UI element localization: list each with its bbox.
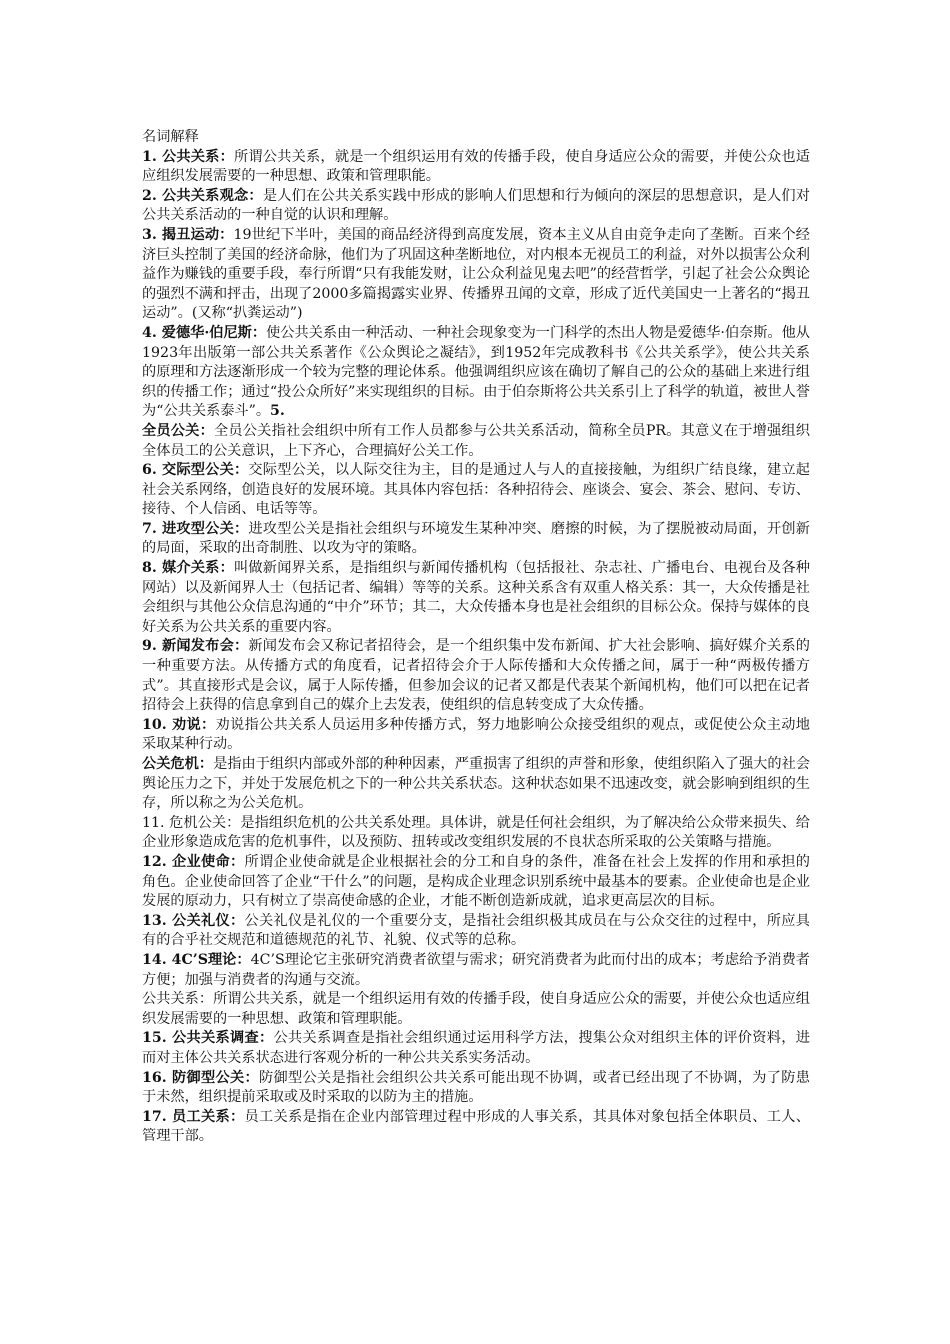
definition-entry bbox=[142, 637, 810, 715]
definition-entry bbox=[142, 1069, 810, 1108]
definition-term: 16. 防御型公关： bbox=[142, 1069, 259, 1086]
definition-term: 7. 进攻型公关： bbox=[142, 520, 249, 537]
definition-text: 所谓公共关系，就是一个组织运用有效的传播手段，使自身适应公众的需要，并使公众也适应组织发展需要的一种思想、政策和管理职能。 bbox=[142, 148, 810, 185]
definition-entry bbox=[142, 755, 810, 814]
definition-entry bbox=[142, 990, 810, 1029]
definition-term: 10. 劝说： bbox=[142, 716, 216, 733]
definition-term: 3. 揭丑运动： bbox=[142, 226, 234, 243]
definition-text: 是指由于组织内部或外部的种种因素，严重损害了组织的声誉和形象，使组织陷入了强大的社会舆论压力之下，并处于发展危机之下的一种公共关系状态。这种状态如果不迅速改变，就会影响到组织的生存，所以称之为公关危机。 bbox=[142, 756, 810, 812]
definition-entry bbox=[142, 559, 810, 637]
definition-entry bbox=[142, 187, 810, 226]
definition-term: 8. 媒介关系： bbox=[142, 560, 234, 577]
definition-text: 是人们在公共关系实践中形成的影响人们思想和行为倾向的深层的思想意识，是人们对公共关系活动的一种自觉的认识和理解。 bbox=[142, 187, 810, 224]
definition-text: 叫做新闻界关系，是指组织与新闻传播机构（包括报社、杂志社、广播电台、电视台及各种网站）以及新闻界人士（包括记者、编辑）等等的关系。这种关系含有双重人格关系：其一，大众传播是社会组织与其他公众信息沟通的“中介”环节；其二，大众传播本身也是社会组织的目标公众。保持与媒体的良好关系为公共关系的重要内容。 bbox=[142, 560, 810, 635]
definition-list bbox=[142, 148, 810, 1147]
definition-text: 公关礼仪是礼仪的一个重要分支，是指社会组织极其成员在与公众交往的过程中，所应具有的合乎社交规范和道德规范的礼节、礼貌、仪式等的总称。 bbox=[142, 912, 810, 949]
definition-term: 13. 公关礼仪： bbox=[142, 912, 245, 929]
definition-text: 劝说指公共关系人员运用多种传播方式，努力地影响公众接受组织的观点，或促使公众主动地采取某种行动。 bbox=[142, 716, 810, 753]
definition-text: 员工关系是指在企业内部管理过程中形成的人事关系，其具体对象包括全体职员、工人、管理干部。 bbox=[142, 1108, 810, 1145]
definition-text: 4C’S理论它主张研究消费者欲望与需求；研究消费者为此而付出的成本；考虑给予消费者方便；加强与消费者的沟通与交流。 bbox=[142, 951, 810, 988]
definition-text: 全员公关指社会组织中所有工作人员都参与公共关系活动，简称全员PR。其意义在于增强组织全体员工的公关意识，上下齐心，合理搞好公关工作。 bbox=[142, 422, 810, 459]
definition-term: 2. 公共关系观念： bbox=[142, 187, 263, 204]
definition-text: 新闻发布会又称记者招待会，是一个组织集中发布新闻、扩大社会影响、搞好媒介关系的一种重要方法。从传播方式的角度看，记者招待会介于人际传播和大众传播之间，属于一种“两极传播方式”。其直接形式是会议，属于人际传播，但参加会议的记者又都是代表某个新闻机构，他们可以把在记者招待会上获得的信息拿到自己的媒介上去发表，使组织的信息转变成了大众传播。 bbox=[142, 638, 810, 714]
definition-term: 17. 员工关系： bbox=[142, 1108, 245, 1125]
definition-text: 使公共关系由一种活动、一种社会现象变为一门科学的杰出人物是爱德华·伯奈斯。他从1923年出版第一部公共关系著作《公众舆论之凝结》，到1952年完成教科书《公共关系学》，使公共关系的原理和方法逐渐形成一个较为完整的理论体系。他强调组织应该在确切了解自己的公众的基础上来进行组织的传播工作；通过“投公众所好”来实现组织的目标。由于伯奈斯将公共关系引上了科学的轨道，被世人誉为“公共关系泰斗”。 bbox=[142, 324, 810, 420]
definition-term: 全员公关： bbox=[142, 422, 214, 439]
definition-entry bbox=[142, 324, 810, 422]
definition-term: 4. 爱德华·伯尼斯： bbox=[142, 324, 267, 341]
definition-entry bbox=[142, 1108, 810, 1147]
definition-entry bbox=[142, 461, 810, 520]
definition-term: 6. 交际型公关： bbox=[142, 462, 249, 479]
definition-term: 9. 新闻发布会： bbox=[142, 638, 249, 655]
definition-text: 11. 危机公关：是指组织危机的公共关系处理。具体讲，就是任何社会组织，为了解决给公众带来损失、给企业形象造成危害的危机事件，以及预防、扭转或改变组织发展的不良状态所采取的公关策略与措施。 bbox=[142, 814, 810, 851]
definition-entry bbox=[142, 814, 810, 853]
definition-entry bbox=[142, 912, 810, 951]
definition-term: 12. 企业使命： bbox=[142, 853, 245, 870]
definition-text: 公共关系调查是指社会组织通过运用科学方法，搜集公众对组织主体的评价资料，进而对主体公共关系状态进行客观分析的一种公共关系实务活动。 bbox=[142, 1030, 810, 1066]
document-page bbox=[142, 128, 810, 1147]
definition-entry bbox=[142, 1029, 810, 1068]
definition-term: 1. 公共关系： bbox=[142, 148, 234, 165]
definition-entry bbox=[142, 520, 810, 559]
definition-entry bbox=[142, 853, 810, 912]
section-heading: 名词解释 bbox=[142, 129, 199, 145]
definition-term: 公关危机： bbox=[142, 756, 214, 772]
definition-text: 公共关系：所谓公共关系，就是一个组织运用有效的传播手段，使自身适应公众的需要，并使公众也适应组织发展需要的一种思想、政策和管理职能。 bbox=[142, 991, 810, 1027]
definition-entry bbox=[142, 226, 810, 324]
definition-entry bbox=[142, 422, 810, 461]
definition-text: 19世纪下半叶，美国的商品经济得到高度发展，资本主义从自由竞争走向了垄断。百来个经济巨头控制了美国的经济命脉，他们为了巩固这种垄断地位，对内根本无视员工的利益，对外以损害公众利益作为赚钱的重要手段，奉行所谓“只有我能发财，让公众利益见鬼去吧”的经营哲学，引起了社会公众舆论的强烈不满和抨击，出现了2000多篇揭露实业界、传播界丑闻的文章，形成了近代美国史一上著名的“揭丑运动”。(又称“扒粪运动”) bbox=[142, 226, 810, 322]
definition-entry bbox=[142, 716, 810, 755]
definition-text: 交际型公关，以人际交往为主，目的是通过人与人的直接接触，为组织广结良缘，建立起社会关系网络，创造良好的发展环境。其具体内容包括：各种招待会、座谈会、宴会、茶会、慰问、专访、接待、个人信函、电话等等。 bbox=[142, 462, 810, 518]
definition-entry bbox=[142, 951, 810, 990]
definition-text: 进攻型公关是指社会组织与环境发生某种冲突、磨擦的时候，为了摆脱被动局面，开创新的局面，采取的出奇制胜、以攻为守的策略。 bbox=[142, 520, 810, 557]
definition-term-tail: 5. bbox=[270, 403, 285, 420]
definition-text: 所谓企业使命就是企业根据社会的分工和自身的条件，准备在社会上发挥的作用和承担的角色。企业使命回答了企业“干什么”的问题，是构成企业理念识别系统中最基本的要素。企业使命也是企业发展的原动力，只有树立了崇高使命感的企业，才能不断创造新成就，追求更高层次的目标。 bbox=[142, 853, 810, 910]
definition-term: 14. 4C’S理论： bbox=[142, 951, 251, 968]
definition-text: 防御型公关是指社会组织公共关系可能出现不协调，或者已经出现了不协调，为了防患于未然，组织提前采取或及时采取的以防为主的措施。 bbox=[142, 1069, 810, 1106]
definition-entry bbox=[142, 148, 810, 187]
definition-term: 15. 公共关系调查： bbox=[142, 1030, 274, 1047]
